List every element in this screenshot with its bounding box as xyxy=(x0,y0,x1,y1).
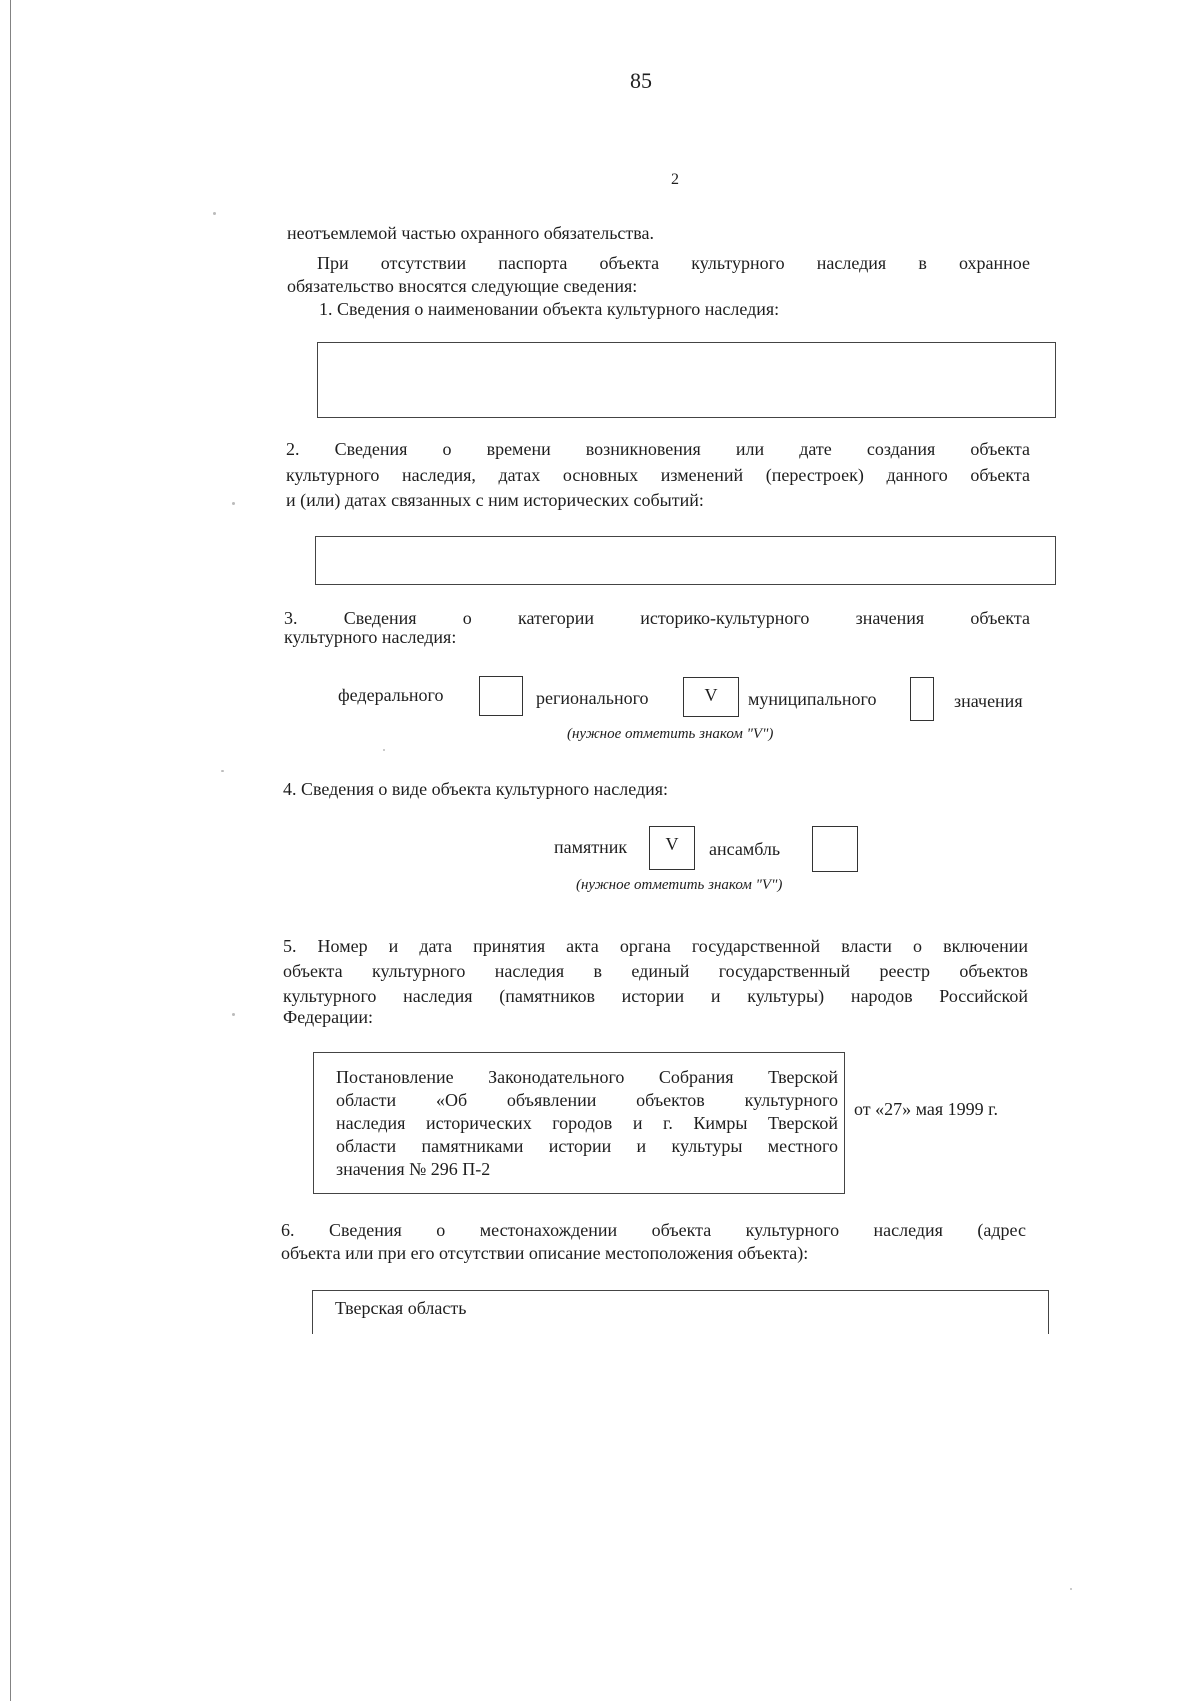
scan-page-edge xyxy=(10,0,11,1701)
s3-label-regional: регионального xyxy=(536,688,649,708)
scan-speck xyxy=(383,749,385,751)
s5-act-line-5: значения № 296 П-2 xyxy=(336,1159,491,1179)
scan-speck xyxy=(232,1013,235,1016)
intro-line-2: При отсутствии паспорта объекта культурного наследия в охранное xyxy=(317,253,1030,273)
s4-hint: (нужное отметить знаком "V") xyxy=(576,877,783,893)
s4-heading: 4. Сведения о виде объекта культурного наследия: xyxy=(283,779,669,799)
s4-monument-checkbox: V xyxy=(649,826,695,870)
s5-line-1: 5. Номер и дата принятия акта органа государственной власти о включении xyxy=(283,936,1028,956)
s5-act-line-3: наследия исторических городов и г. Кимры Тверской xyxy=(336,1113,838,1133)
s2-dates-field xyxy=(315,536,1056,585)
s1-name-field xyxy=(317,342,1056,418)
inner-page-number: 2 xyxy=(671,171,679,188)
s6-location-value: Тверская область xyxy=(335,1298,467,1318)
s5-line-2: объекта культурного наследия в единый государственный реестр объектов xyxy=(283,961,1028,981)
s3-hint: (нужное отметить знаком "V") xyxy=(567,726,774,742)
s3-regional-checkbox: V xyxy=(683,677,739,717)
page-number: 85 xyxy=(630,68,652,93)
s5-act-line-2: области «Об объявлении объектов культурного xyxy=(336,1090,838,1110)
s2-line-1: 2. Сведения о времени возникновения или дате создания объекта xyxy=(286,439,1030,459)
scan-speck xyxy=(213,212,216,215)
s2-line-3: и (или) датах связанных с ним исторических событий: xyxy=(286,490,704,510)
s4-ensemble-checkbox xyxy=(812,826,858,872)
s5-act-line-4: области памятниками истории и культуры местного xyxy=(336,1136,838,1156)
s3-federal-checkbox xyxy=(479,676,523,716)
s6-location-field xyxy=(312,1290,1049,1334)
s6-line-1: 6. Сведения о местонахождении объекта культурного наследия (адрес xyxy=(281,1220,1026,1240)
s5-act-line-1: Постановление Законодательного Собрания Тверской xyxy=(336,1067,838,1087)
scan-speck xyxy=(1070,1588,1072,1590)
s4-label-monument: памятник xyxy=(554,837,628,857)
s2-line-2: культурного наследия, датах основных изменений (перестроек) данного объекта xyxy=(286,465,1030,485)
s3-line-2: культурного наследия: xyxy=(284,627,457,647)
s5-line-3: культурного наследия (памятников истории и культуры) народов Российской xyxy=(283,986,1028,1006)
s3-label-municipal: муниципального xyxy=(748,689,877,709)
intro-line-3: обязательство вносятся следующие сведения: xyxy=(287,276,638,296)
s5-act-field xyxy=(313,1052,845,1194)
s3-suffix: значения xyxy=(954,691,1023,711)
s1-heading: 1. Сведения о наименовании объекта культурного наследия: xyxy=(319,299,780,319)
scan-speck xyxy=(232,502,235,505)
s6-line-2: объекта или при его отсутствии описание местоположения объекта): xyxy=(281,1243,809,1263)
s5-act-date: от «27» мая 1999 г. xyxy=(854,1099,999,1119)
s5-line-4: Федерации: xyxy=(283,1007,374,1027)
s3-line-1: 3. Сведения о категории историко-культурного значения объекта xyxy=(284,608,1030,628)
intro-line-1: неотъемлемой частью охранного обязательства. xyxy=(287,223,655,243)
s3-label-federal: федерального xyxy=(338,685,444,705)
scan-speck xyxy=(221,770,224,772)
s4-label-ensemble: ансамбль xyxy=(709,839,781,859)
s3-municipal-checkbox xyxy=(910,677,934,721)
